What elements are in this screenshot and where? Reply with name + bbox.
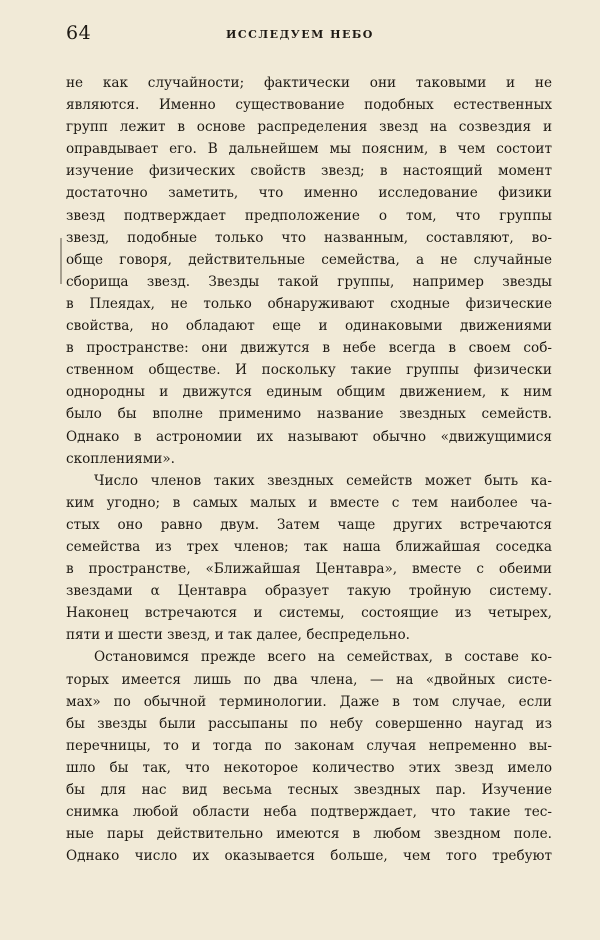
text-line: звезд, подобные только что названным, составляют, во- [66,229,552,246]
text-line: Наконец встречаются и системы, состоящие из четырех, [66,605,552,622]
body-text [66,72,552,867]
text-line: однородны и движутся единым общим движением, к ним [66,384,552,401]
page-number: 64 [66,22,92,44]
text-line: шло бы так, что некоторое количество этих звезд имело [66,759,552,776]
text-line: снимка любой области неба подтверждает, что такие тес- [66,804,552,821]
text-line: достаточно заметить, что именно исследование физики [66,185,552,202]
text-line: звездами α Центавра образует такую тройную систему. [66,583,552,600]
text-line: являются. Именно существование подобных естественных [66,97,552,114]
text-line: в пространстве: они движутся в небе всегда в своем соб- [66,340,552,357]
text-line: Число членов таких звездных семейств может быть ка- [94,472,552,489]
paragraph-1 [66,72,552,470]
paragraph-2 [66,470,552,647]
text-line: бы для нас вид весьма тесных звездных пар. Изучение [66,782,552,798]
text-line: пяти и шести звезд, и так далее, беспредельно. [66,627,410,644]
text-line: не как случайности; фактически они таковыми и не [66,75,552,91]
text-line: было бы вполне применимо название звездных семейств. [66,406,552,423]
text-line: скоплениями». [66,450,176,467]
text-line: изучение физических свойств звезд; в настоящий момент [66,163,552,180]
text-line: стых оно равно двум. Затем чаще других встречаются [66,516,552,533]
page-header [66,22,546,52]
text-line: в Плеядах, не только обнаруживают сходные физические [66,295,552,312]
text-line: сборища звезд. Звезды такой группы, например звезды [66,273,552,290]
text-line: оправдывает его. В дальнейшем мы поясним, в чем состоит [66,141,552,158]
text-line: Однако число их оказывается больше, чем того требуют [66,848,552,865]
text-line: Однако в астрономии их называют обычно «движущимися [66,428,552,445]
text-line: ственном обществе. И поскольку такие группы физически [66,362,552,379]
text-line: Остановимся прежде всего на семействах, в составе ко- [94,649,552,666]
text-line: ные пары действительно имеются в любом звездном поле. [66,826,552,843]
text-line: в пространстве, «Ближайшая Центавра», вместе с обеими [66,561,552,578]
text-line: мах» по обычной терминологии. Даже в том случае, если [66,693,552,710]
text-line: торых имеется лишь по два члена, — на «двойных систе- [66,671,552,688]
text-line: звезд подтверждает предположение о том, что группы [66,207,552,224]
paragraph-3 [66,646,552,867]
text-line: семейства из трех членов; так наша ближайшая соседка [66,538,552,555]
text-line: обще говоря, действительные семейства, а не случайные [66,251,552,268]
text-line: групп лежит в основе распределения звезд на созвездия и [66,119,552,136]
text-line: ким угодно; в самых малых и вместе с тем наиболее ча- [66,494,552,511]
text-line: бы звезды были рассыпаны по небу совершенно наугад из [66,715,552,732]
running-title: ИССЛЕДУЕМ НЕБО [226,28,374,41]
margin-bracket-mark [60,238,62,284]
text-line: перечницы, то и тогда по законам случая непременно вы- [66,737,552,754]
text-line: свойства, но обладают еще и одинаковыми движениями [66,318,552,335]
